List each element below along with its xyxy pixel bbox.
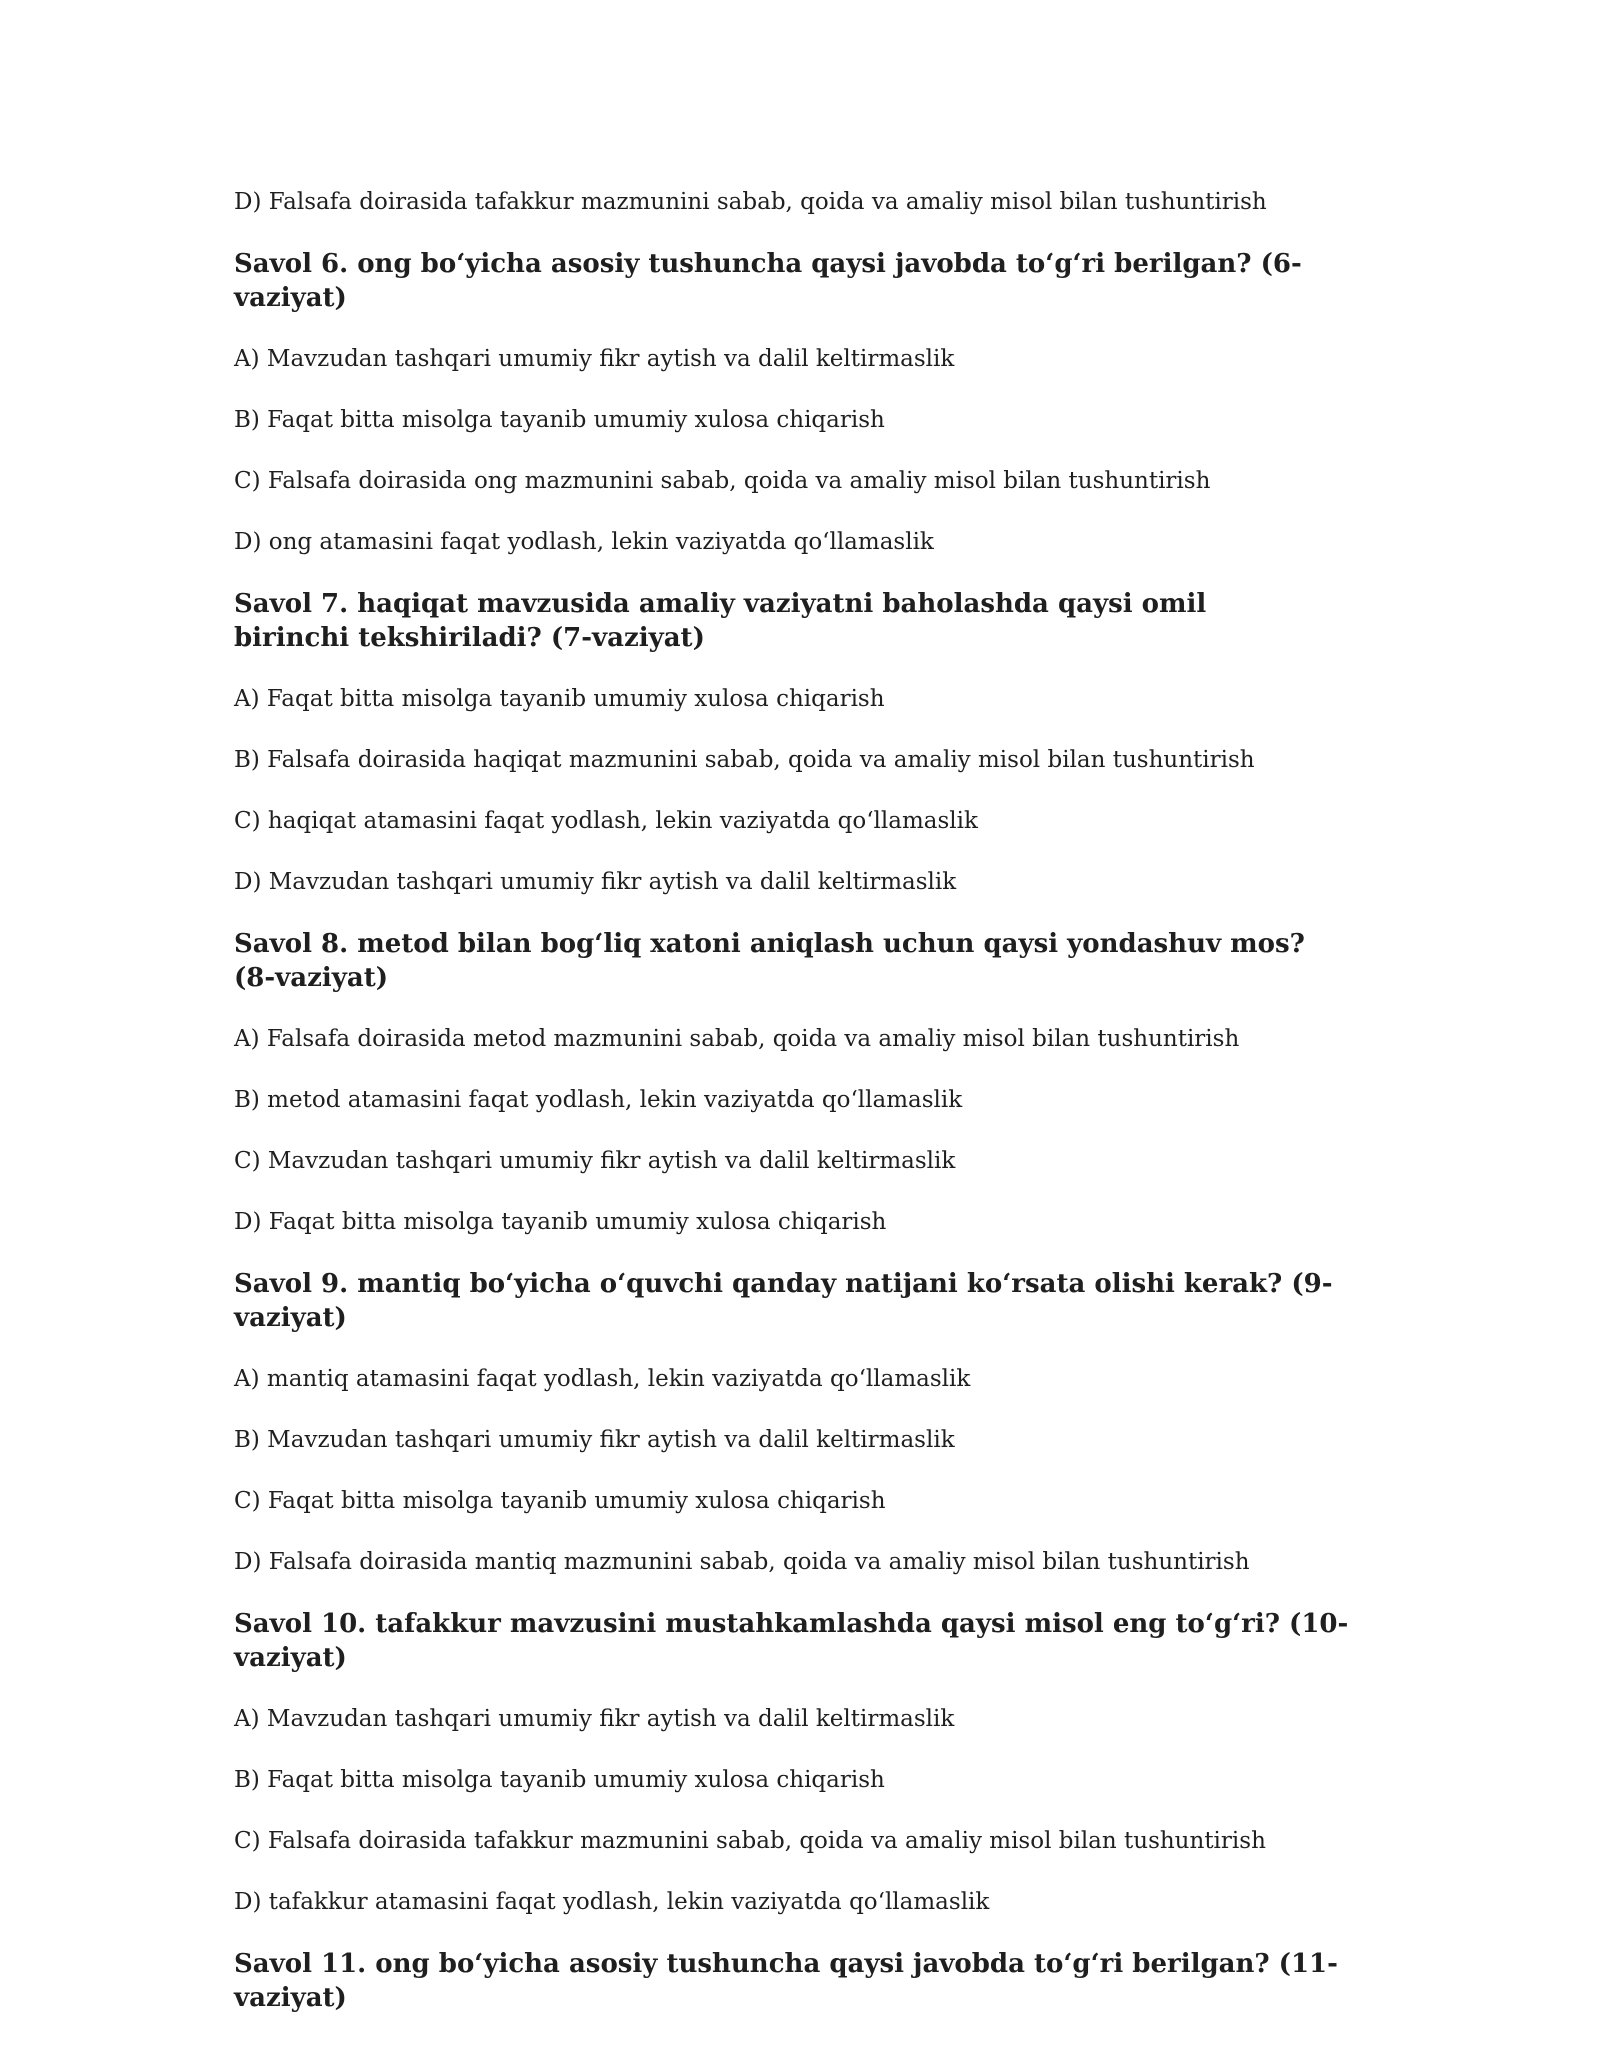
- answer-option: D) ong atamasini faqat yodlash, lekin vaziyatda qo‘llamaslik: [234, 529, 934, 555]
- question-heading: Savol 9. mantiq bo‘yicha o‘quvchi qanday natijani ko‘rsata olishi kerak? (9-vaziyat): [234, 1269, 1333, 1333]
- answer-option: A) Falsafa doirasida metod mazmunini sabab, qoida va amaliy misol bilan tushuntirish: [234, 1026, 1240, 1052]
- answer-option: D) Falsafa doirasida tafakkur mazmunini sabab, qoida va amaliy misol bilan tushuntirish: [234, 189, 1267, 215]
- document-content: [234, 186, 1374, 2043]
- answer-option: B) metod atamasini faqat yodlash, lekin vaziyatda qo‘llamaslik: [234, 1087, 963, 1113]
- answer-option: B) Mavzudan tashqari umumiy fikr aytish va dalil keltirmaslik: [234, 1427, 955, 1453]
- answer-option: B) Falsafa doirasida haqiqat mazmunini sabab, qoida va amaliy misol bilan tushuntirish: [234, 747, 1255, 773]
- answer-option: A) mantiq atamasini faqat yodlash, lekin vaziyatda qo‘llamaslik: [234, 1366, 971, 1392]
- answer-option: A) Mavzudan tashqari umumiy fikr aytish va dalil keltirmaslik: [234, 346, 955, 372]
- answer-option: D) Falsafa doirasida mantiq mazmunini sabab, qoida va amaliy misol bilan tushuntirish: [234, 1549, 1250, 1575]
- answer-option: B) Faqat bitta misolga tayanib umumiy xulosa chiqarish: [234, 1767, 885, 1793]
- answer-option: C) Mavzudan tashqari umumiy fikr aytish va dalil keltirmaslik: [234, 1148, 956, 1174]
- question-heading: Savol 11. ong bo‘yicha asosiy tushuncha qaysi javobda to‘g‘ri berilgan? (11-vaziyat): [234, 1949, 1338, 2013]
- answer-option: C) Falsafa doirasida tafakkur mazmunini sabab, qoida va amaliy misol bilan tushuntirish: [234, 1828, 1266, 1854]
- answer-option: D) tafakkur atamasini faqat yodlash, lekin vaziyatda qo‘llamaslik: [234, 1889, 990, 1915]
- question-heading: Savol 7. haqiqat mavzusida amaliy vaziyatni baholashda qaysi omil birinchi tekshiriladi? (7-vaziyat): [234, 589, 1207, 653]
- answer-option: C) haqiqat atamasini faqat yodlash, lekin vaziyatda qo‘llamaslik: [234, 808, 978, 834]
- answer-option: B) Faqat bitta misolga tayanib umumiy xulosa chiqarish: [234, 407, 885, 433]
- answer-option: C) Faqat bitta misolga tayanib umumiy xulosa chiqarish: [234, 1488, 886, 1514]
- question-heading: Savol 10. tafakkur mavzusini mustahkamlashda qaysi misol eng to‘g‘ri? (10-vaziyat): [234, 1609, 1349, 1673]
- answer-option: A) Faqat bitta misolga tayanib umumiy xulosa chiqarish: [234, 686, 885, 712]
- answer-option: C) Falsafa doirasida ong mazmunini sabab, qoida va amaliy misol bilan tushuntirish: [234, 468, 1211, 494]
- answer-option: A) Mavzudan tashqari umumiy fikr aytish va dalil keltirmaslik: [234, 1706, 955, 1732]
- answer-option: D) Faqat bitta misolga tayanib umumiy xulosa chiqarish: [234, 1209, 887, 1235]
- question-heading: Savol 8. metod bilan bog‘liq xatoni aniqlash uchun qaysi yondashuv mos? (8-vaziyat): [234, 929, 1305, 993]
- question-heading: Savol 6. ong bo‘yicha asosiy tushuncha qaysi javobda to‘g‘ri berilgan? (6-vaziyat): [234, 249, 1302, 313]
- answer-option: D) Mavzudan tashqari umumiy fikr aytish va dalil keltirmaslik: [234, 869, 957, 895]
